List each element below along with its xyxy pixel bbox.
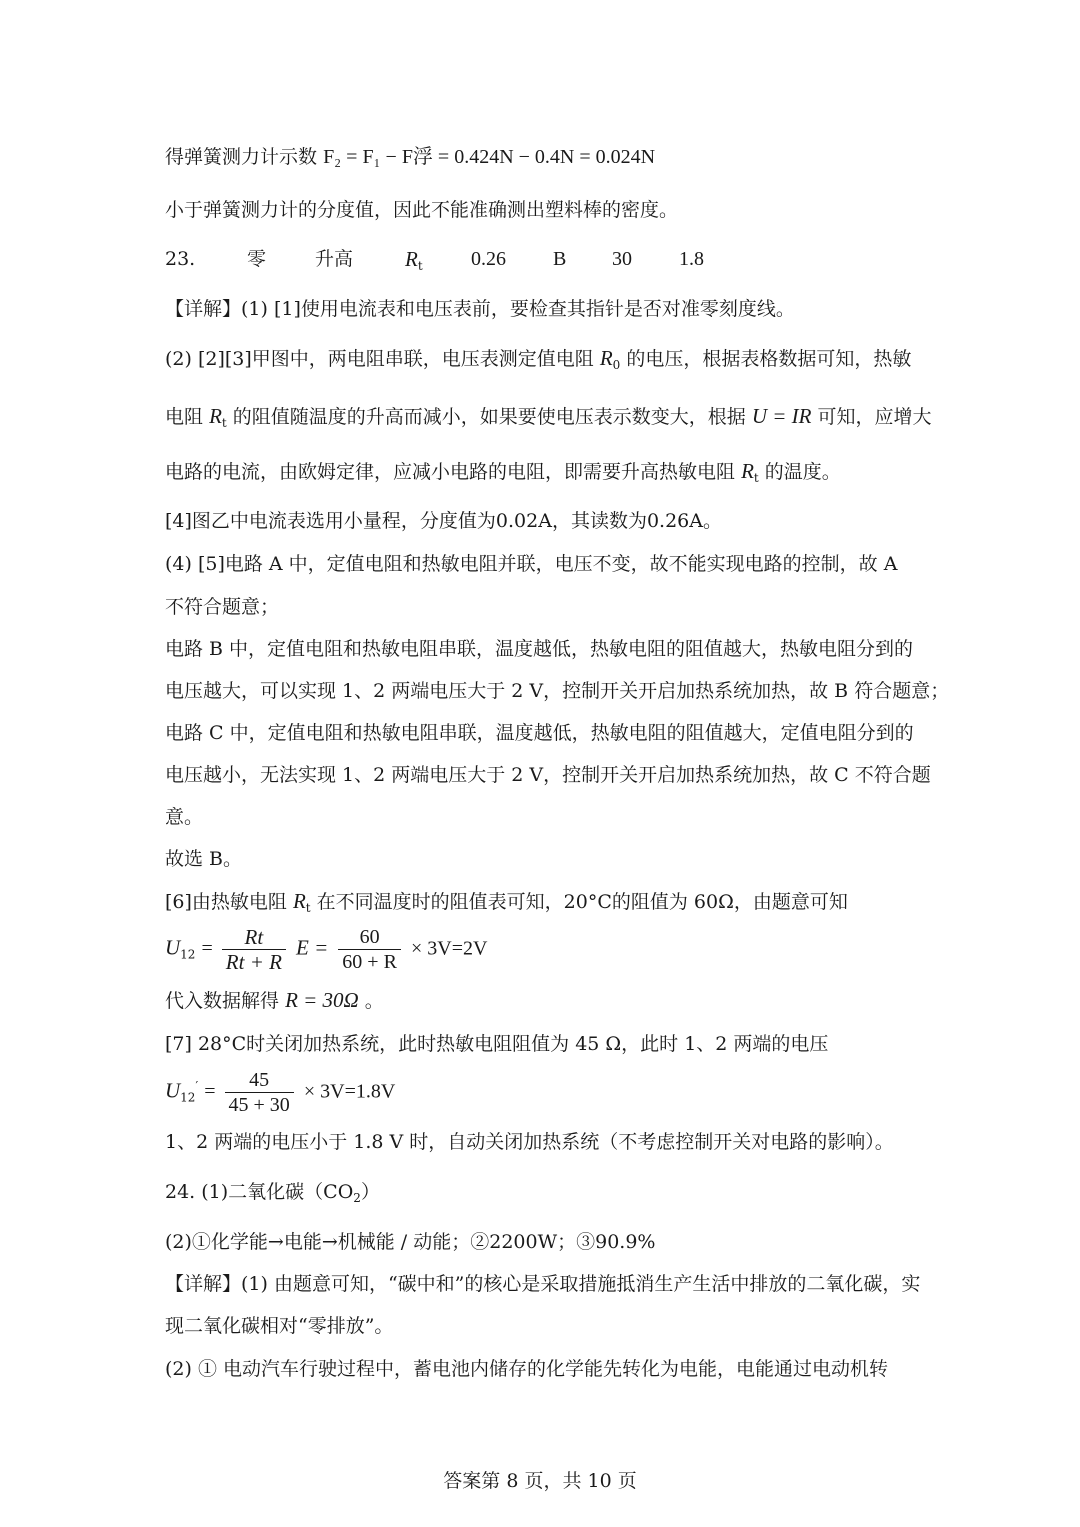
line-spring-reading: 得弹簧测力计示数 F₂ = F₁ − F浮 = 0.424N − 0.4N = 0.024N [165,146,656,168]
formula-f2: F₂ = F₁ − F浮 = 0.424N − 0.4N = 0.024N [323,146,656,168]
detail-9: 电压越大，可以实现 1、2 两端电压大于 2 V，控制开关开启加热系统加热，故 B 符合题意； [165,680,950,702]
equation-u12-prime: $U_{12}'$ = $\frac{45}{45 + 30}$ × 3V=1.8V [165,1069,396,1116]
detail-1: 【详解】(1) [1]使用电流表和电压表前，要检查其指针是否对准零刻度线。 [165,298,795,320]
fraction-rt: $\frac{Rt}{Rt + R}$ [222,925,286,974]
detail-18: 【详解】(1) 由题意可知，“碳中和”的核心是采取措施抵消生产生活中排放的二氧化碳，实 [165,1273,921,1295]
fraction-45: $\frac{45}{45 + 30}$ [225,1068,294,1117]
line-conclusion: 小于弹簧测力计的分度值，因此不能准确测出塑料棒的密度。 [165,199,679,221]
detail-13: 故选 B。 [165,848,243,870]
detail-11: 电压越小，无法实现 1、2 两端电压大于 2 V，控制开关开启加热系统加热，故 C 不符合题 [165,764,931,786]
detail-2: (2) [2][3]甲图中，两电阻串联，电压表测定值电阻 $R_0$ 的电压，根据表格数据可知，热敏 [165,346,912,372]
detail-5: [4]图乙中电流表选用小量程，分度值为0.02A，其读数为0.26A。 [165,510,722,532]
detail-16: [7] 28°C时关闭加热系统，此时热敏电阻阻值为 45 Ω，此时 1、2 两端的电压 [165,1033,829,1055]
detail-3: 电阻 $R_t$ 的阻值随温度的升高而减小，如果要使电压表示数变大，根据 U = IR 可知，应增大 [165,404,932,430]
detail-7: 不符合题意； [165,596,280,618]
page-footer: 答案第 8 页，共 10 页 [443,1470,637,1492]
q24-answer-1: 24. (1)二氧化碳$(CO_2)$ [165,1181,380,1205]
detail-14: [6]由热敏电阻 $R_t$ 在不同温度时的阻值表可知，20°C的阻值为 60Ω，由题意可知 [165,889,848,915]
detail-8: 电路 B 中，定值电阻和热敏电阻串联，温度越低，热敏电阻的阻值越大，热敏电阻分到的 [165,638,914,660]
detail-19: 现二氧化碳相对“零排放”。 [165,1315,394,1337]
equation-u12: $U_{12}$ = $\frac{Rt}{Rt + R}$ E = $\frac{60}{60 + R}$ × 3V=2V [165,925,488,974]
detail-6: (4) [5]电路 A 中，定值电阻和热敏电阻并联，电压不变，故不能实现电路的控制，故 A [165,553,898,575]
detail-15: 代入数据解得 R = 30Ω 。 [165,988,384,1012]
detail-10: 电路 C 中，定值电阻和热敏电阻串联，温度越低，热敏电阻的阻值越大，定值电阻分到的 [165,722,914,744]
detail-17: 1、2 两端的电压小于 1.8 V 时，自动关闭加热系统（不考虑控制开关对电路的影响）。 [165,1131,894,1153]
detail-20: (2) ① 电动汽车行驶过程中，蓄电池内储存的化学能先转化为电能，电能通过电动机转 [165,1358,888,1380]
detail-12: 意。 [165,806,204,828]
detail-4: 电路的电流，由欧姆定律，应减小电路的电阻，即需要升高热敏电阻 $R_t$ 的温度。 [165,459,841,485]
q23-answers: 23. 零 升高 $R_t$ 0.26 B 30 1.8 [165,247,704,273]
fraction-60: $\frac{60}{60 + R}$ [338,925,401,974]
q24-answer-2: (2)①化学能→电能→机械能 / 动能；②2200W；③90.9% [165,1231,656,1253]
